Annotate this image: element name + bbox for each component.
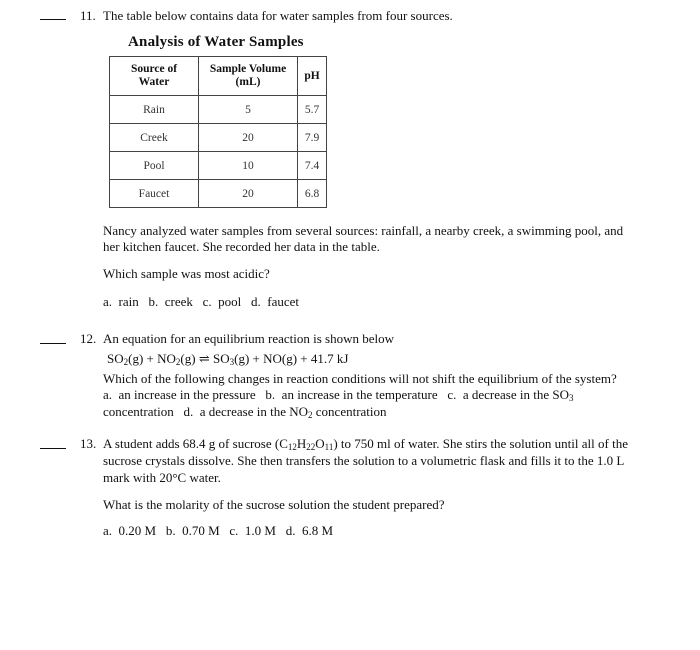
question-12-choices-line2: concentration d. a decrease in the $NO_2$ concentration bbox=[103, 404, 387, 420]
question-11-paragraph-line1: Nancy analyzed water samples from several sources: rainfall, a nearby creek, a swimming pool, and bbox=[103, 223, 624, 238]
question-11-choices: a. rain b. creek c. pool d. faucet bbox=[103, 294, 300, 309]
table-row bbox=[110, 152, 327, 180]
cell-source: Pool bbox=[110, 152, 199, 180]
table-row bbox=[110, 180, 327, 208]
question-11-prompt: Which sample was most acidic? bbox=[103, 266, 270, 281]
question-11-intro: The table below contains data for water samples from four sources. bbox=[103, 8, 453, 23]
equilibrium-equation: $SO_2(g) + NO_2(g)$ ⇌ $SO_3(g) + NO(g) + 41.7$ kJ bbox=[107, 351, 349, 367]
cell-volume: 20 bbox=[199, 124, 298, 152]
cell-source: Faucet bbox=[110, 180, 199, 208]
question-13-choices: a. 0.20 M b. 0.70 M c. 1.0 M d. 6.8 M bbox=[103, 523, 334, 538]
answer-blank-11[interactable] bbox=[40, 19, 66, 20]
question-13-line2: sucrose crystals dissolve. She then transfers the solution to a volumetric flask and fills it to the 1.0 L bbox=[103, 453, 625, 468]
water-samples-table bbox=[109, 56, 327, 208]
question-12-intro: An equation for an equilibrium reaction is shown below bbox=[103, 331, 394, 346]
header-volume: Sample Volume (mL) bbox=[199, 57, 298, 96]
answer-blank-13[interactable] bbox=[40, 448, 66, 449]
table-row bbox=[110, 124, 327, 152]
cell-volume: 20 bbox=[199, 180, 298, 208]
question-number-12: 12. bbox=[80, 331, 97, 346]
question-13-line3: mark with 20°C water. bbox=[103, 470, 221, 485]
table-row bbox=[110, 96, 327, 124]
cell-source: Rain bbox=[110, 96, 199, 124]
cell-volume: 5 bbox=[199, 96, 298, 124]
cell-ph: 5.7 bbox=[298, 96, 327, 124]
cell-ph: 7.9 bbox=[298, 124, 327, 152]
question-13-line1: A student adds 68.4 g of sucrose $(C_{12}H_{22}O_{11})$ to 750 ml of water. She stirs the solution until all of the bbox=[103, 436, 628, 452]
table-header-row bbox=[110, 57, 327, 96]
cell-source: Creek bbox=[110, 124, 199, 152]
header-ph: pH bbox=[298, 57, 327, 96]
header-source: Source of Water bbox=[110, 57, 199, 96]
question-number-13: 13. bbox=[80, 436, 97, 451]
cell-ph: 7.4 bbox=[298, 152, 327, 180]
cell-volume: 10 bbox=[199, 152, 298, 180]
table-title: Analysis of Water Samples bbox=[128, 34, 304, 50]
question-13-prompt: What is the molarity of the sucrose solution the student prepared? bbox=[103, 497, 445, 512]
answer-blank-12[interactable] bbox=[40, 343, 66, 344]
question-12-prompt: Which of the following changes in reaction conditions will not shift the equilibrium of the system? bbox=[103, 371, 617, 386]
cell-ph: 6.8 bbox=[298, 180, 327, 208]
question-number-11: 11. bbox=[80, 8, 96, 23]
question-11-paragraph-line2: her kitchen faucet. She recorded her data in the table. bbox=[103, 239, 380, 254]
question-12-choices-line1: a. an increase in the pressure b. an increase in the temperature c. a decrease in the $SO_3$ bbox=[103, 387, 574, 403]
equilibrium-arrow-icon: ⇌ bbox=[198, 351, 210, 366]
